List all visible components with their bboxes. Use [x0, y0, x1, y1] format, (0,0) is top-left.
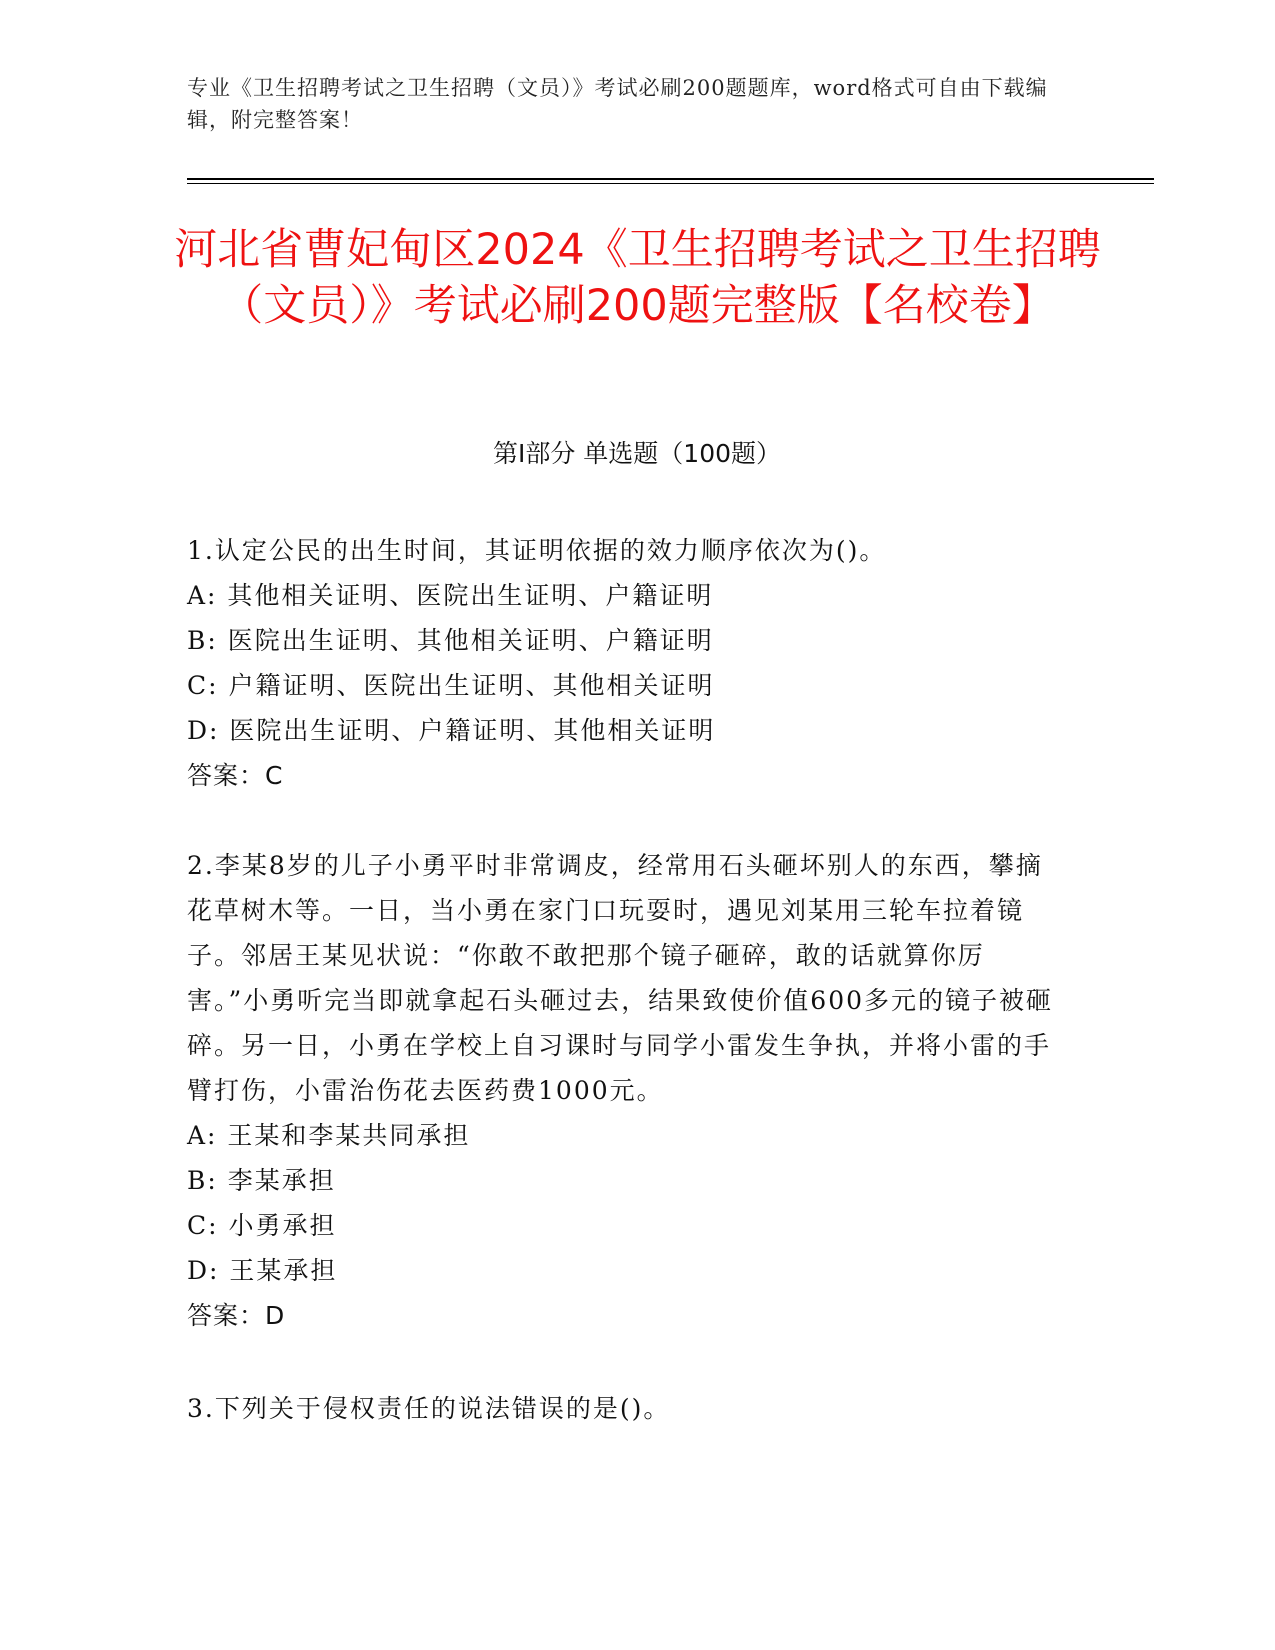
answer: 答案：D	[187, 1301, 286, 1330]
option-d: D: 医院出生证明、户籍证明、其他相关证明	[187, 716, 716, 745]
option-b: B: 医院出生证明、其他相关证明、户籍证明	[187, 626, 714, 655]
option-b: B: 李某承担	[187, 1166, 336, 1195]
header-rule-thin	[187, 183, 1154, 184]
option-d: D: 王某承担	[187, 1256, 338, 1285]
option-a: A: 其他相关证明、医院出生证明、户籍证明	[187, 581, 714, 610]
option-c: C: 小勇承担	[187, 1211, 337, 1240]
header-note: 专业《卫生招聘考试之卫生招聘（文员）》考试必刷200题题库，word格式可自由下载编辑，附完整答案！	[187, 76, 1048, 132]
option-c: C: 户籍证明、医院出生证明、其他相关证明	[187, 671, 715, 700]
option-a: A: 王某和李某共同承担	[187, 1121, 471, 1150]
section-heading: 第Ⅰ部分 单选题（100题）	[492, 439, 782, 468]
question-stem: 2.李某8岁的儿子小勇平时非常调皮，经常用石头砸坏别人的东西，攀摘花草树木等。一日，当小勇在家门口玩耍时，遇见刘某用三轮车拉着镜子。邻居王某见状说：“你敢不敢把那个镜子砸碎，敢的话就算你厉害。”小勇听完当即就拿起石头砸过去，结果致使价值600多元的镜子被砸碎。另一日，小勇在学校上自习课时与同学小雷发生争执，并将小雷的手臂打伤，小雷治伤花去医药费1000元。	[187, 851, 1054, 1105]
header-rule-thick	[187, 178, 1154, 180]
question-stem: 1.认定公民的出生时间，其证明依据的效力顺序依次为()。	[187, 536, 887, 565]
question-3	[187, 1386, 1067, 1431]
question-stem: 3.下列关于侵权责任的说法错误的是()。	[187, 1394, 671, 1423]
question-1	[187, 528, 1067, 798]
answer: 答案：C	[187, 761, 284, 790]
question-2	[187, 843, 1067, 1338]
document-title: 河北省曹妃甸区2024《卫生招聘考试之卫生招聘（文员）》考试必刷200题完整版【名校卷】	[174, 225, 1101, 331]
